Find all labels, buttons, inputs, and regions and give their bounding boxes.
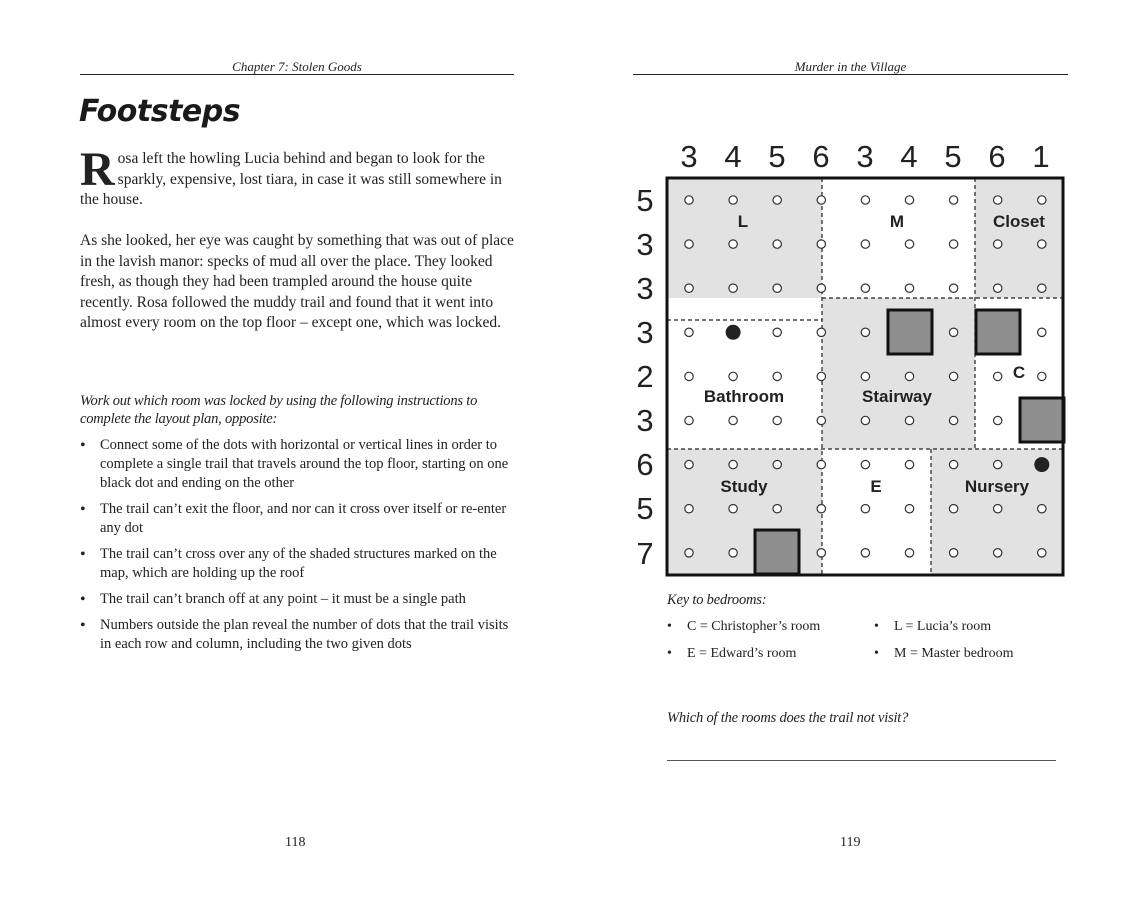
grid-dot[interactable]: [861, 416, 869, 424]
rule-item: • Connect some of the dots with horizontal or vertical lines in order to complete a single trail that travels around the top floor, starting on one black dot and ending on the other: [80, 436, 512, 493]
row-clue: 3: [636, 315, 654, 350]
grid-dot[interactable]: [861, 372, 869, 380]
grid-dot[interactable]: [1038, 372, 1046, 380]
grid-dot[interactable]: [861, 196, 869, 204]
room-closet-shading: [975, 178, 1063, 298]
key-item-M: • M = Master bedroom: [874, 646, 1014, 662]
room-label-study: Study: [720, 477, 768, 496]
grid-dot[interactable]: [1038, 505, 1046, 513]
grid-dot[interactable]: [949, 416, 957, 424]
room-label-nursery: Nursery: [964, 477, 1030, 496]
row-clue: 2: [636, 359, 654, 394]
grid-dot[interactable]: [773, 196, 781, 204]
grid-dot[interactable]: [1038, 328, 1046, 336]
column-clues: [680, 139, 1049, 174]
key-item-C: • C = Christopher’s room: [667, 619, 820, 635]
left-header-rule: [80, 74, 514, 75]
row-clue: 5: [636, 183, 654, 218]
black-dot[interactable]: [1034, 457, 1049, 472]
row-clue: 7: [636, 536, 654, 571]
grid-dot[interactable]: [817, 416, 825, 424]
grid-dot[interactable]: [685, 549, 693, 557]
left-running-header: Chapter 7: Stolen Goods: [232, 59, 362, 74]
pillar-block: [1020, 398, 1064, 442]
grid-dot[interactable]: [994, 284, 1002, 292]
grid-dot[interactable]: [994, 460, 1002, 468]
grid-dot[interactable]: [905, 284, 913, 292]
grid-dot[interactable]: [949, 549, 957, 557]
grid-dot[interactable]: [905, 416, 913, 424]
grid-dot[interactable]: [729, 460, 737, 468]
grid-dot[interactable]: [861, 549, 869, 557]
rule-item: • The trail can’t branch off at any point – it must be a single path: [80, 590, 512, 609]
room-label-M: M: [889, 212, 905, 231]
grid-dot[interactable]: [1038, 284, 1046, 292]
key-heading: Key to bedrooms:: [667, 592, 767, 608]
grid-dot[interactable]: [685, 284, 693, 292]
grid-dot[interactable]: [949, 284, 957, 292]
grid-dot[interactable]: [729, 284, 737, 292]
grid-dot[interactable]: [949, 505, 957, 513]
grid-dot[interactable]: [949, 240, 957, 248]
grid-dot[interactable]: [817, 549, 825, 557]
room-label-C: C: [1012, 363, 1026, 382]
room-label-closet: Closet: [993, 212, 1045, 231]
grid-dot[interactable]: [685, 416, 693, 424]
grid-dot[interactable]: [817, 505, 825, 513]
grid-dot[interactable]: [773, 284, 781, 292]
left-page-number: 118: [285, 835, 306, 850]
grid-dot[interactable]: [949, 372, 957, 380]
grid-dot[interactable]: [773, 460, 781, 468]
grid-dot[interactable]: [729, 505, 737, 513]
instructions-heading: Work out which room was locked by using the following instructions to complete the layout plan, opposite:: [80, 393, 478, 427]
grid-dot[interactable]: [905, 505, 913, 513]
grid-dot[interactable]: [773, 372, 781, 380]
column-clue: 3: [856, 139, 874, 174]
pillar-block: [888, 310, 932, 354]
grid-dot[interactable]: [729, 240, 737, 248]
grid-dot[interactable]: [994, 549, 1002, 557]
grid-dot[interactable]: [685, 240, 693, 248]
row-clue: 6: [636, 447, 654, 482]
grid-dot[interactable]: [729, 549, 737, 557]
grid-dot[interactable]: [685, 460, 693, 468]
drop-cap: R: [80, 143, 115, 196]
grid-dot[interactable]: [729, 196, 737, 204]
right-header-rule: [633, 74, 1068, 75]
grid-dot[interactable]: [949, 196, 957, 204]
grid-dot[interactable]: [994, 372, 1002, 380]
page-title: Footsteps: [79, 94, 241, 129]
grid-dot[interactable]: [1038, 240, 1046, 248]
grid-dot[interactable]: [685, 505, 693, 513]
pillar-block: [976, 310, 1020, 354]
column-clue: 5: [768, 139, 786, 174]
grid-dot[interactable]: [861, 240, 869, 248]
right-page-number: 119: [840, 835, 861, 850]
grid-dot[interactable]: [817, 328, 825, 336]
rules-list: [80, 436, 512, 661]
row-clue: 3: [636, 403, 654, 438]
grid-dot[interactable]: [685, 196, 693, 204]
grid-dot[interactable]: [817, 372, 825, 380]
grid-dot[interactable]: [729, 416, 737, 424]
grid-dot[interactable]: [817, 284, 825, 292]
grid-dot[interactable]: [817, 240, 825, 248]
grid-dot[interactable]: [949, 460, 957, 468]
row-clue: 5: [636, 491, 654, 526]
grid-dot[interactable]: [861, 284, 869, 292]
room-label-stairway: Stairway: [862, 387, 932, 406]
grid-dot[interactable]: [905, 196, 913, 204]
rule-item: • The trail can’t exit the floor, and nor can it cross over itself or re-enter any dot: [80, 500, 512, 538]
room-label-E: E: [870, 477, 882, 496]
grid-dot[interactable]: [949, 328, 957, 336]
column-clue: 1: [1032, 139, 1050, 174]
grid-dot[interactable]: [773, 505, 781, 513]
grid-dot[interactable]: [773, 240, 781, 248]
intro-paragraph: [80, 143, 520, 211]
column-clue: 6: [988, 139, 1006, 174]
column-clue: 4: [724, 139, 742, 174]
row-clue: 3: [636, 271, 654, 306]
grid-dot[interactable]: [817, 460, 825, 468]
grid-dot[interactable]: [994, 416, 1002, 424]
column-clue: 6: [812, 139, 830, 174]
grid-dot[interactable]: [861, 505, 869, 513]
right-running-header: Murder in the Village: [794, 59, 907, 74]
grid-dot[interactable]: [1038, 549, 1046, 557]
grid-dot[interactable]: [1038, 196, 1046, 204]
grid-dot[interactable]: [905, 460, 913, 468]
grid-dot[interactable]: [905, 549, 913, 557]
grid-dot[interactable]: [905, 240, 913, 248]
row-clue: 3: [636, 227, 654, 262]
room-label-L: L: [737, 212, 749, 231]
answer-line[interactable]: [667, 760, 1056, 761]
rule-item: • Numbers outside the plan reveal the number of dots that the trail visits in each row and column, including the two given dots: [80, 616, 512, 654]
key-item-L: • L = Lucia’s room: [874, 619, 991, 635]
intro-text: osa left the howling Lucia behind and began to look for the sparkly, expensive, lost tiara, in case it was still somewhere in the house.: [80, 150, 502, 208]
grid-dot[interactable]: [994, 240, 1002, 248]
room-label-bathroom: Bathroom: [703, 387, 785, 406]
grid-dot[interactable]: [773, 416, 781, 424]
pillar-block: [755, 530, 799, 574]
grid-dot[interactable]: [905, 372, 913, 380]
grid-dot[interactable]: [729, 372, 737, 380]
rule-item: • The trail can’t cross over any of the shaded structures marked on the map, which are holding up the roof: [80, 545, 512, 583]
question-text: Which of the rooms does the trail not visit?: [667, 710, 909, 726]
key-item-E: • E = Edward’s room: [667, 646, 796, 662]
column-clue: 4: [900, 139, 918, 174]
grid-dot[interactable]: [861, 328, 869, 336]
grid-dot[interactable]: [994, 196, 1002, 204]
row-clues: [636, 183, 653, 571]
floor-plan-puzzle: [620, 130, 1080, 590]
grid-dot[interactable]: [773, 328, 781, 336]
grid-dot[interactable]: [685, 328, 693, 336]
grid-dot[interactable]: [861, 460, 869, 468]
black-dot[interactable]: [726, 325, 741, 340]
column-clue: 3: [680, 139, 698, 174]
grid-dot[interactable]: [685, 372, 693, 380]
column-clue: 5: [944, 139, 962, 174]
story-paragraph: As she looked, her eye was caught by something that was out of place in the lavish manor: specks of mud all over the place. They looked fresh, as though they had been trampled around the house quite recently. Rosa followed the muddy trail and found that it went into almost every room on the top floor – except one, which was locked.: [80, 232, 514, 331]
grid-dot[interactable]: [994, 505, 1002, 513]
grid-dot[interactable]: [817, 196, 825, 204]
